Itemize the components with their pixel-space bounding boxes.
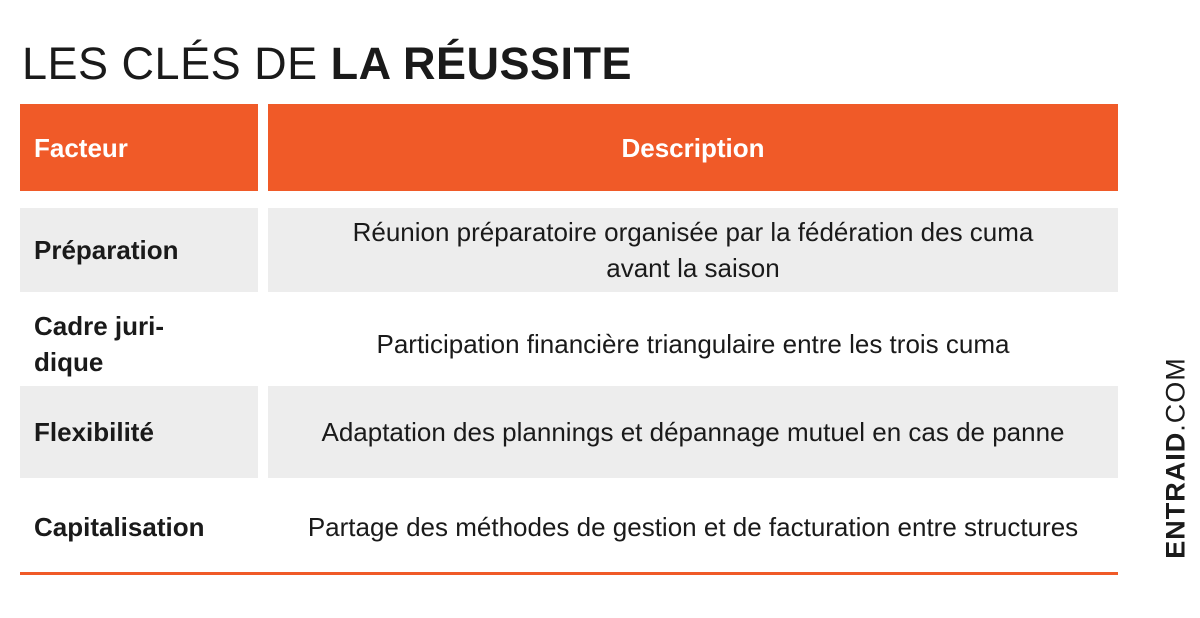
title-part-2: LA RÉUSSITE: [330, 38, 633, 89]
row-3-factor: Flexibilité: [20, 386, 258, 478]
row-2-description: Participation financière triangulaire entre les trois cuma: [376, 329, 1010, 359]
row-2-factor-text: Cadre juri-dique: [34, 311, 165, 377]
row-4-factor: Capitalisation: [34, 512, 205, 542]
title-part-1: LES CLÉS DE: [22, 38, 331, 89]
brand-logo: [1161, 350, 1191, 566]
brand-name: ENTRAID: [1160, 431, 1191, 559]
header-description: Description: [268, 104, 1118, 191]
row-1-description: [268, 208, 1118, 292]
row-4-description: [268, 484, 1118, 570]
bottom-rule: [20, 572, 1118, 575]
brand-domain: .COM: [1160, 357, 1191, 432]
row-2-factor: [20, 302, 258, 386]
row-1-description-text: Réunion préparatoire organisée par la fédération des cuma avant la saison: [352, 217, 1034, 283]
row-3-description: [268, 386, 1118, 478]
row-3-description-text: Adaptation des plannings et dépannage mutuel en cas de panne: [321, 417, 1065, 447]
row-1-factor: Préparation: [20, 208, 258, 292]
page-title: [22, 36, 632, 92]
row-4-description-text: Partage des méthodes de gestion et de facturation entre structures: [307, 512, 1079, 542]
brand-wordmark: [1161, 357, 1192, 559]
header-facteur: Facteur: [20, 104, 258, 191]
